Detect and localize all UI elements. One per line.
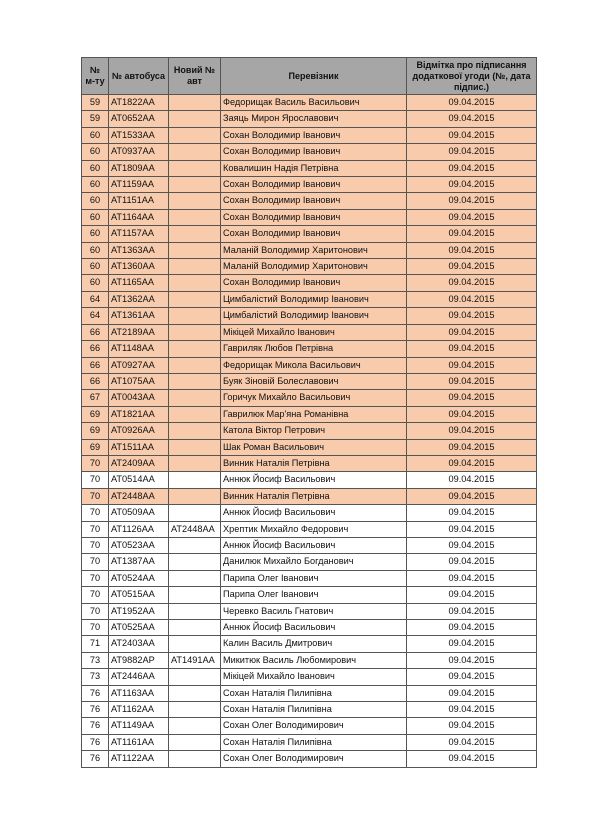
carrier-cell: Маланій Володимир Харитонович	[221, 242, 407, 258]
table-row	[82, 291, 537, 307]
header-row	[82, 58, 537, 95]
route-number-cell: 76	[82, 734, 109, 750]
agreement-date-cell: 09.04.2015	[407, 193, 537, 209]
table-row	[82, 734, 537, 750]
agreement-date-cell: 09.04.2015	[407, 144, 537, 160]
route-number-cell: 60	[82, 226, 109, 242]
table-row	[82, 620, 537, 636]
new-bus-number-cell	[169, 111, 221, 127]
carrier-cell: Мікіцей Михайло Іванович	[221, 324, 407, 340]
new-bus-number-cell	[169, 488, 221, 504]
new-bus-number-cell	[169, 308, 221, 324]
bus-number-cell: АТ0926АА	[109, 423, 169, 439]
agreement-date-cell: 09.04.2015	[407, 685, 537, 701]
new-bus-number-cell	[169, 702, 221, 718]
agreement-date-cell: 09.04.2015	[407, 734, 537, 750]
bus-number-cell: АТ0043АА	[109, 390, 169, 406]
table-row	[82, 751, 537, 767]
carrier-cell: Калин Василь Дмитрович	[221, 636, 407, 652]
carrier-cell: Гавриляк Любов Петрівна	[221, 341, 407, 357]
table-row	[82, 455, 537, 471]
carrier-cell: Заяць Мирон Ярославович	[221, 111, 407, 127]
carrier-cell: Сохан Володимир Іванович	[221, 127, 407, 143]
carrier-cell: Черевко Василь Гнатович	[221, 603, 407, 619]
new-bus-number-cell	[169, 570, 221, 586]
bus-number-cell: АТ1821АА	[109, 406, 169, 422]
agreement-date-cell: 09.04.2015	[407, 521, 537, 537]
agreement-date-cell: 09.04.2015	[407, 341, 537, 357]
route-number-cell: 66	[82, 373, 109, 389]
bus-number-cell: АТ1360АА	[109, 259, 169, 275]
agreement-date-cell: 09.04.2015	[407, 472, 537, 488]
agreement-date-cell: 09.04.2015	[407, 406, 537, 422]
table-row	[82, 177, 537, 193]
carrier-cell: Аннюк Йосиф Васильович	[221, 472, 407, 488]
route-number-cell: 60	[82, 242, 109, 258]
bus-number-cell: АТ0524АА	[109, 570, 169, 586]
table-row	[82, 669, 537, 685]
carrier-cell: Сохан Володимир Іванович	[221, 144, 407, 160]
new-bus-number-cell	[169, 439, 221, 455]
bus-routes-table	[81, 57, 537, 768]
bus-number-cell: АТ1361АА	[109, 308, 169, 324]
route-number-cell: 70	[82, 455, 109, 471]
table-body	[82, 95, 537, 768]
route-number-cell: 59	[82, 111, 109, 127]
route-number-cell: 60	[82, 193, 109, 209]
table-row	[82, 275, 537, 291]
route-number-cell: 69	[82, 439, 109, 455]
table-row	[82, 111, 537, 127]
agreement-date-cell: 09.04.2015	[407, 259, 537, 275]
carrier-cell: Гаврилюк Мар'яна Романівна	[221, 406, 407, 422]
table-row	[82, 324, 537, 340]
agreement-date-cell: 09.04.2015	[407, 291, 537, 307]
table-row	[82, 685, 537, 701]
route-number-cell: 71	[82, 636, 109, 652]
bus-number-cell: АТ1363АА	[109, 242, 169, 258]
bus-number-cell: АТ2189АА	[109, 324, 169, 340]
carrier-cell: Сохан Володимир Іванович	[221, 275, 407, 291]
new-bus-number-cell	[169, 603, 221, 619]
agreement-mark-header: Відмітка про підписання додаткової угоди (№, дата підпис.)	[407, 58, 537, 95]
new-bus-number-cell	[169, 259, 221, 275]
new-bus-number-cell	[169, 242, 221, 258]
carrier-cell: Сохан Наталія Пилипівна	[221, 685, 407, 701]
bus-number-cell: АТ0652АА	[109, 111, 169, 127]
carrier-cell: Аннюк Йосиф Васильович	[221, 505, 407, 521]
route-number-cell: 64	[82, 308, 109, 324]
carrier-cell: Сохан Олег Володимирович	[221, 751, 407, 767]
table-row	[82, 95, 537, 111]
agreement-date-cell: 09.04.2015	[407, 620, 537, 636]
table-row	[82, 423, 537, 439]
table-row	[82, 406, 537, 422]
carrier-cell: Федорищак Микола Васильович	[221, 357, 407, 373]
carrier-cell: Буяк Зіновій Болеславович	[221, 373, 407, 389]
carrier-cell: Горичук Михайло Васильович	[221, 390, 407, 406]
new-bus-number-cell	[169, 324, 221, 340]
new-bus-number-cell	[169, 505, 221, 521]
bus-number-cell: АТ1126АА	[109, 521, 169, 537]
table-row	[82, 144, 537, 160]
carrier-cell: Сохан Наталія Пилипівна	[221, 734, 407, 750]
bus-number-cell: АТ1165АА	[109, 275, 169, 291]
table-row	[82, 603, 537, 619]
route-number-cell: 60	[82, 275, 109, 291]
table-row	[82, 570, 537, 586]
agreement-date-cell: 09.04.2015	[407, 488, 537, 504]
table-row	[82, 373, 537, 389]
new-bus-number-cell	[169, 537, 221, 553]
agreement-date-cell: 09.04.2015	[407, 751, 537, 767]
agreement-date-cell: 09.04.2015	[407, 587, 537, 603]
new-bus-number-cell	[169, 275, 221, 291]
new-bus-number-cell	[169, 423, 221, 439]
agreement-date-cell: 09.04.2015	[407, 226, 537, 242]
agreement-date-cell: 09.04.2015	[407, 308, 537, 324]
route-number-cell: 76	[82, 718, 109, 734]
route-number-cell: 76	[82, 685, 109, 701]
carrier-cell: Хрептик Михайло Федорович	[221, 521, 407, 537]
agreement-date-cell: 09.04.2015	[407, 160, 537, 176]
agreement-date-cell: 09.04.2015	[407, 127, 537, 143]
route-number-cell: 60	[82, 160, 109, 176]
carrier-cell: Сохан Володимир Іванович	[221, 177, 407, 193]
new-bus-number-header: Новий № авт	[169, 58, 221, 95]
route-number-cell: 59	[82, 95, 109, 111]
carrier-cell: Мікіцей Михайло Іванович	[221, 669, 407, 685]
carrier-cell: Данилюк Михайло Богданович	[221, 554, 407, 570]
bus-number-cell: АТ1151АА	[109, 193, 169, 209]
route-number-cell: 69	[82, 423, 109, 439]
agreement-date-cell: 09.04.2015	[407, 554, 537, 570]
bus-number-cell: АТ2448АА	[109, 488, 169, 504]
route-number-cell: 70	[82, 603, 109, 619]
agreement-date-cell: 09.04.2015	[407, 505, 537, 521]
route-number-header: № м-ту	[82, 58, 109, 95]
carrier-cell: Маланій Володимир Харитонович	[221, 259, 407, 275]
new-bus-number-cell	[169, 127, 221, 143]
carrier-cell: Сохан Олег Володимирович	[221, 718, 407, 734]
table-row	[82, 209, 537, 225]
new-bus-number-cell	[169, 341, 221, 357]
carrier-cell: Парипа Олег Іванович	[221, 587, 407, 603]
route-number-cell: 70	[82, 472, 109, 488]
agreement-date-cell: 09.04.2015	[407, 537, 537, 553]
new-bus-number-cell	[169, 751, 221, 767]
agreement-date-cell: 09.04.2015	[407, 95, 537, 111]
table-row	[82, 537, 537, 553]
new-bus-number-cell	[169, 669, 221, 685]
agreement-date-cell: 09.04.2015	[407, 603, 537, 619]
bus-number-cell: АТ2446АА	[109, 669, 169, 685]
new-bus-number-cell	[169, 587, 221, 603]
agreement-date-cell: 09.04.2015	[407, 702, 537, 718]
new-bus-number-cell	[169, 226, 221, 242]
route-number-cell: 60	[82, 259, 109, 275]
table-row	[82, 505, 537, 521]
table-row	[82, 554, 537, 570]
table-row	[82, 127, 537, 143]
table-row	[82, 357, 537, 373]
table-row	[82, 488, 537, 504]
new-bus-number-cell	[169, 193, 221, 209]
agreement-date-cell: 09.04.2015	[407, 357, 537, 373]
bus-number-cell: АТ1157АА	[109, 226, 169, 242]
agreement-date-cell: 09.04.2015	[407, 455, 537, 471]
new-bus-number-cell	[169, 472, 221, 488]
carrier-cell: Сохан Володимир Іванович	[221, 193, 407, 209]
carrier-cell: Федорищак Василь Васильович	[221, 95, 407, 111]
carrier-cell: Шак Роман Васильович	[221, 439, 407, 455]
agreement-date-cell: 09.04.2015	[407, 390, 537, 406]
new-bus-number-cell	[169, 734, 221, 750]
agreement-date-cell: 09.04.2015	[407, 111, 537, 127]
bus-number-cell: АТ0523АА	[109, 537, 169, 553]
bus-number-cell: АТ1533АА	[109, 127, 169, 143]
table-row	[82, 439, 537, 455]
route-number-cell: 73	[82, 669, 109, 685]
bus-number-cell: АТ1163АА	[109, 685, 169, 701]
bus-number-cell: АТ9882АР	[109, 652, 169, 668]
table-row	[82, 652, 537, 668]
route-number-cell: 70	[82, 537, 109, 553]
bus-number-cell: АТ1148АА	[109, 341, 169, 357]
agreement-date-cell: 09.04.2015	[407, 242, 537, 258]
route-number-cell: 70	[82, 488, 109, 504]
new-bus-number-cell	[169, 373, 221, 389]
bus-number-cell: АТ1362АА	[109, 291, 169, 307]
bus-number-cell: АТ0937АА	[109, 144, 169, 160]
bus-number-cell: АТ1387АА	[109, 554, 169, 570]
agreement-date-cell: 09.04.2015	[407, 275, 537, 291]
new-bus-number-cell: АТ2448АА	[169, 521, 221, 537]
carrier-cell: Катола Віктор Петрович	[221, 423, 407, 439]
agreement-date-cell: 09.04.2015	[407, 570, 537, 586]
new-bus-number-cell	[169, 718, 221, 734]
bus-number-cell: АТ1952АА	[109, 603, 169, 619]
agreement-date-cell: 09.04.2015	[407, 324, 537, 340]
new-bus-number-cell	[169, 177, 221, 193]
route-number-cell: 60	[82, 177, 109, 193]
new-bus-number-cell	[169, 620, 221, 636]
new-bus-number-cell	[169, 455, 221, 471]
carrier-cell: Винник Наталія Петрівна	[221, 455, 407, 471]
new-bus-number-cell	[169, 291, 221, 307]
agreement-date-cell: 09.04.2015	[407, 423, 537, 439]
route-number-cell: 70	[82, 587, 109, 603]
agreement-date-cell: 09.04.2015	[407, 177, 537, 193]
carrier-cell: Ковалишин Надія Петрівна	[221, 160, 407, 176]
agreement-date-cell: 09.04.2015	[407, 209, 537, 225]
route-number-cell: 76	[82, 751, 109, 767]
carrier-cell: Аннюк Йосиф Васильович	[221, 620, 407, 636]
bus-number-cell: АТ1149АА	[109, 718, 169, 734]
carrier-cell: Винник Наталія Петрівна	[221, 488, 407, 504]
table-row	[82, 718, 537, 734]
bus-number-cell: АТ1122АА	[109, 751, 169, 767]
new-bus-number-cell	[169, 95, 221, 111]
table-row	[82, 702, 537, 718]
carrier-cell: Микитюк Василь Любомирович	[221, 652, 407, 668]
new-bus-number-cell	[169, 685, 221, 701]
bus-number-cell: АТ0525АА	[109, 620, 169, 636]
bus-number-cell: АТ0515АА	[109, 587, 169, 603]
carrier-cell: Сохан Володимир Іванович	[221, 226, 407, 242]
bus-number-cell: АТ2403АА	[109, 636, 169, 652]
bus-number-cell: АТ1075АА	[109, 373, 169, 389]
route-number-cell: 66	[82, 341, 109, 357]
route-number-cell: 60	[82, 209, 109, 225]
new-bus-number-cell: АТ1491АА	[169, 652, 221, 668]
route-number-cell: 66	[82, 357, 109, 373]
bus-number-cell: АТ0509АА	[109, 505, 169, 521]
route-number-cell: 70	[82, 521, 109, 537]
table-row	[82, 636, 537, 652]
new-bus-number-cell	[169, 144, 221, 160]
carrier-cell: Цимбалістий Володимир Іванович	[221, 291, 407, 307]
bus-number-cell: АТ0927АА	[109, 357, 169, 373]
route-number-cell: 70	[82, 505, 109, 521]
agreement-date-cell: 09.04.2015	[407, 439, 537, 455]
route-number-cell: 73	[82, 652, 109, 668]
bus-number-cell: АТ1822АА	[109, 95, 169, 111]
new-bus-number-cell	[169, 357, 221, 373]
new-bus-number-cell	[169, 554, 221, 570]
carrier-cell: Парипа Олег Іванович	[221, 570, 407, 586]
new-bus-number-cell	[169, 390, 221, 406]
route-number-cell: 60	[82, 127, 109, 143]
carrier-header: Перевізник	[221, 58, 407, 95]
route-number-cell: 70	[82, 554, 109, 570]
route-number-cell: 67	[82, 390, 109, 406]
agreement-date-cell: 09.04.2015	[407, 652, 537, 668]
bus-number-cell: АТ2409АА	[109, 455, 169, 471]
table-row	[82, 587, 537, 603]
bus-number-cell: АТ1164АА	[109, 209, 169, 225]
table-row	[82, 242, 537, 258]
new-bus-number-cell	[169, 636, 221, 652]
table-row	[82, 193, 537, 209]
new-bus-number-cell	[169, 406, 221, 422]
bus-number-cell: АТ1162АА	[109, 702, 169, 718]
table-row	[82, 160, 537, 176]
bus-number-cell: АТ1159АА	[109, 177, 169, 193]
table-row	[82, 390, 537, 406]
route-number-cell: 69	[82, 406, 109, 422]
table-row	[82, 308, 537, 324]
carrier-cell: Цимбалістий Володимир Іванович	[221, 308, 407, 324]
route-number-cell: 66	[82, 324, 109, 340]
route-number-cell: 76	[82, 702, 109, 718]
route-number-cell: 60	[82, 144, 109, 160]
route-number-cell: 70	[82, 620, 109, 636]
bus-number-cell: АТ1161АА	[109, 734, 169, 750]
table-row	[82, 472, 537, 488]
new-bus-number-cell	[169, 160, 221, 176]
bus-number-cell: АТ0514АА	[109, 472, 169, 488]
carrier-cell: Сохан Володимир Іванович	[221, 209, 407, 225]
table-header	[82, 58, 537, 95]
agreement-date-cell: 09.04.2015	[407, 636, 537, 652]
carrier-cell: Аннюк Йосиф Васильович	[221, 537, 407, 553]
agreement-date-cell: 09.04.2015	[407, 669, 537, 685]
bus-number-cell: АТ1809АА	[109, 160, 169, 176]
table-row	[82, 341, 537, 357]
table-row	[82, 226, 537, 242]
agreement-date-cell: 09.04.2015	[407, 373, 537, 389]
bus-number-cell: АТ1511АА	[109, 439, 169, 455]
agreement-date-cell: 09.04.2015	[407, 718, 537, 734]
table-row	[82, 521, 537, 537]
carrier-cell: Сохан Наталія Пилипівна	[221, 702, 407, 718]
new-bus-number-cell	[169, 209, 221, 225]
bus-number-header: № автобуса	[109, 58, 169, 95]
route-number-cell: 70	[82, 570, 109, 586]
table-row	[82, 259, 537, 275]
route-number-cell: 64	[82, 291, 109, 307]
